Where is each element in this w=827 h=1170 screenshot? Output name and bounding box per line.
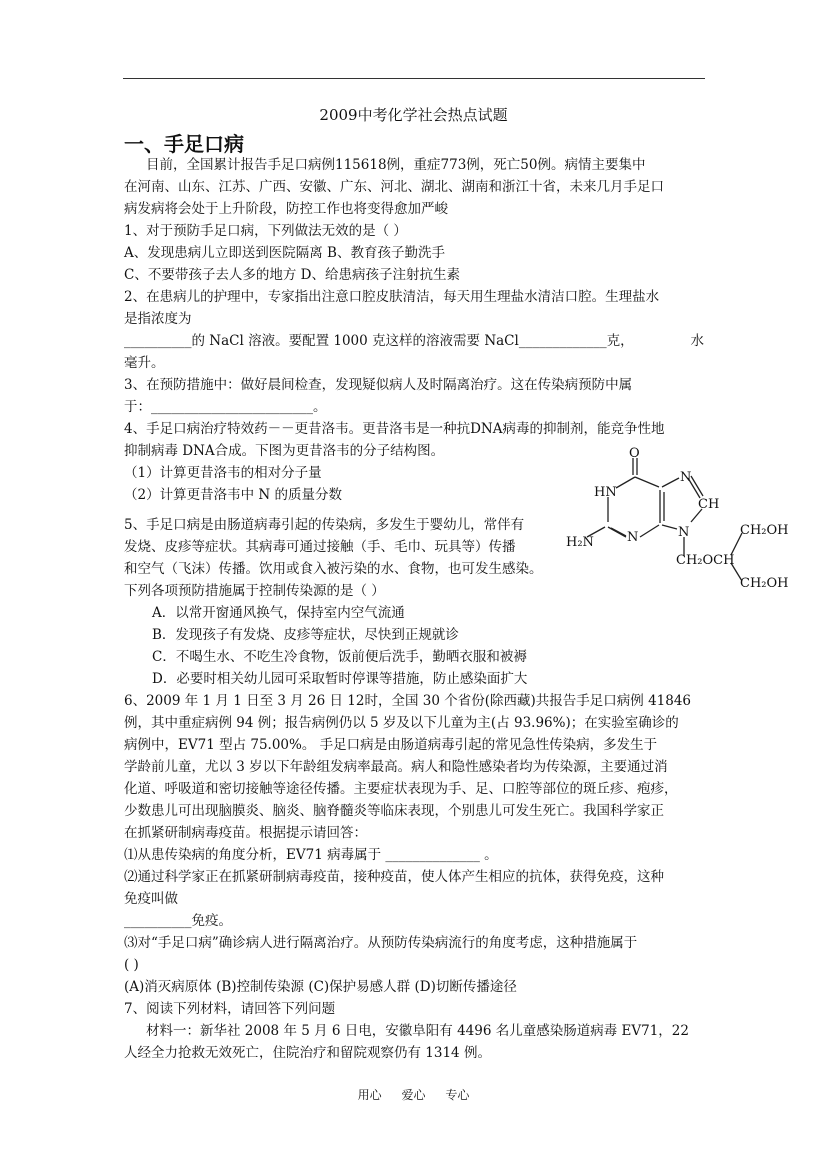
question-3-line-1: 3、在预防措施中：做好晨间检查，发现疑似病人及时隔离治疗。这在传染病预防中属 [124, 377, 633, 393]
question-6-sub-3: ⑶对“手足口病”确诊病人进行隔离治疗。从预防传染病流行的角度考虑，这种措施属于 [124, 935, 638, 951]
bond-c6-n1 [616, 477, 635, 488]
question-5-line-1: 5、手足口病是由肠道病毒引起的传染病，多发生于婴幼儿，常伴有 [124, 517, 525, 533]
question-6-sub-2-blank: __________免疫。 [124, 913, 232, 929]
footer-word-3: 专心 [445, 1088, 470, 1102]
material-1-line-1: 材料一：新华社 2008 年 5 月 6 日电，安徽阜阳有 4496 名儿童感染肠道病毒 EV71，22 [146, 1023, 689, 1039]
material-1-line-2: 人经全力抢救无效死亡，住院治疗和留院观察仍有 1314 例。 [124, 1045, 491, 1061]
question-1-options-cd: C、不要带孩子去人多的地方 D、给患病孩子注射抗生素 [124, 267, 460, 283]
molecule-h2n: H₂N [566, 535, 594, 550]
question-5-option-a: A．以常开窗通风换气，保持室内空气流通 [152, 605, 405, 621]
question-6-line-3: 病例中，EV71 型占 75.00%。 手足口病是由肠道病毒引起的常见急性传染病，多发生于 [124, 737, 658, 753]
footer-word-1: 用心 [357, 1088, 382, 1102]
question-7: 7、阅读下列材料，请回答下列问题 [124, 1001, 336, 1017]
question-2-line-1: 2、在患病儿的护理中，专家指出注意口腔皮肤清洁，每天用生理盐水清洁口腔。生理盐水 [124, 289, 660, 305]
question-2-line-3-text: __________的 NaCl 溶液。要配置 1000 克这样的溶液需要 NaCl_____________克， [124, 333, 634, 349]
section-heading: 一、手足口病 [124, 132, 244, 156]
question-6-line-1: 6、2009 年 1 月 1 日至 3 月 26 日 12时，全国 30 个省份(除西藏)共报告手足口病例 41846 [124, 693, 692, 709]
molecule-n9: N [678, 525, 690, 540]
question-2-line-4: 毫升。 [124, 355, 165, 371]
question-5-option-c: C．不喝生水、不吃生冷食物，饭前便后洗手，勤晒衣服和被褥 [152, 649, 527, 665]
molecule-o: O [629, 446, 640, 461]
question-6-line-4: 学龄前儿童，尤以 3 岁以下年龄组发病率最高。病人和隐性感染者均为传染源，主要通过消 [124, 759, 668, 775]
molecule-ch2och: CH₂OCH [676, 553, 735, 568]
header-rule [123, 78, 705, 79]
page-title: 2009中考化学社会热点试题 [319, 106, 508, 124]
question-4-line-2: 抑制病毒 DNA合成。下图为更昔洛韦的分子结构图。 [124, 443, 445, 459]
intro-line-1: 目前，全国累计报告手足口病例115618例，重症773例，死亡50例。病情主要集中 [146, 157, 646, 173]
bond-c4-n9 [662, 525, 677, 529]
molecule-ch2oh-bottom: CH₂OH [740, 576, 789, 591]
question-6-sub-1: ⑴从患传染病的角度分析，EV71 病毒属于 ______________ 。 [124, 847, 498, 863]
question-6-line-5: 化道、呼吸道和密切接触等途径传播。主要症状表现为手、足、口腔等部位的斑丘疹、疱疹， [124, 781, 678, 797]
molecule-n7: N [680, 470, 692, 485]
question-4-line-1: 4、手足口病治疗特效药－－更昔洛韦。更昔洛韦是一种抗DNA病毒的抑制剂，能竞争性地 [124, 421, 665, 437]
footer-word-2: 爱心 [401, 1088, 426, 1102]
question-6-sub-2-cont: 免疫叫做 [124, 891, 178, 907]
intro-line-2: 在河南、山东、江苏、广西、安徽、广东、河北、湖北、湖南和浙江十省，未来几月手足口 [124, 179, 664, 195]
question-6-line-2: 例，其中重症病例 94 例；报告病例仍以 5 岁及以下儿童为主(占 93.96%)；在实验室确诊的 [124, 715, 679, 731]
molecule-ch: CH [698, 497, 720, 512]
question-6-line-6: 少数患儿可出现脑膜炎、脑炎、脑脊髓炎等临床表现，个别患儿可发生死亡。我国科学家正 [124, 803, 664, 819]
question-1: 1、对于预防手足口病，下列做法无效的是（ ） [124, 223, 407, 239]
question-6-sub-3-bracket: ( ) [124, 957, 139, 973]
molecule-hn: HN [594, 485, 617, 500]
molecule-n3: N [627, 530, 639, 545]
question-6-sub-3-options: (A)消灭病原体 (B)控制传染源 (C)保护易感人群 (D)切断传播途径 [124, 979, 517, 995]
question-3-line-2: 于：________________________。 [124, 399, 327, 415]
intro-line-3: 病发病将会处于上升阶段，防控工作也将变得愈加严峻 [124, 201, 448, 217]
question-4-sub-2: （2）计算更昔洛韦中 N 的质量分数 [124, 487, 342, 503]
bond-n3-c4 [640, 525, 659, 537]
question-6-line-7: 在抓紧研制病毒疫苗。根据提示请回答： [124, 825, 367, 841]
question-2-line-3 [124, 331, 704, 351]
question-5-option-d: D．必要时相关幼儿园可采取暂时停课等措施，防止感染面扩大 [152, 671, 528, 687]
bond-c5-n7 [662, 478, 679, 487]
bond-c6-c5 [635, 477, 659, 487]
question-2-line-2: 是指浓度为 [124, 311, 192, 327]
ganciclovir-structure-diagram [560, 445, 815, 600]
question-6-sub-2: ⑵通过科学家正在抓紧研制病毒疫苗，接种疫苗，使人体产生相应的抗体，获得免疫，这种 [124, 869, 664, 885]
question-4-sub-1: （1）计算更昔洛韦的相对分子量 [124, 465, 322, 481]
bond-c2-n3-double [611, 528, 626, 536]
molecule-ch2oh-top: CH₂OH [740, 523, 789, 538]
question-5-option-b: B．发现孩子有发烧、皮疹等症状，尽快到正规就诊 [152, 627, 459, 643]
question-1-options-ab: A、发现患病儿立即送到医院隔离 B、教育孩子勤洗手 [124, 245, 445, 261]
question-5-line-4: 下列各项预防措施属于控制传染源的是（ ） [124, 583, 385, 599]
question-5-line-3: 和空气（飞沫）传播。饮用或食入被污染的水、食物，也可发生感染。 [124, 561, 543, 577]
page-footer [0, 1086, 827, 1103]
question-5-line-2: 发烧、皮疹等症状。其病毒可通过接触（手、毛巾、玩具等）传播 [124, 539, 516, 555]
bond-c2-n3 [608, 527, 626, 537]
question-2-line-3-end: 水 [690, 333, 704, 349]
